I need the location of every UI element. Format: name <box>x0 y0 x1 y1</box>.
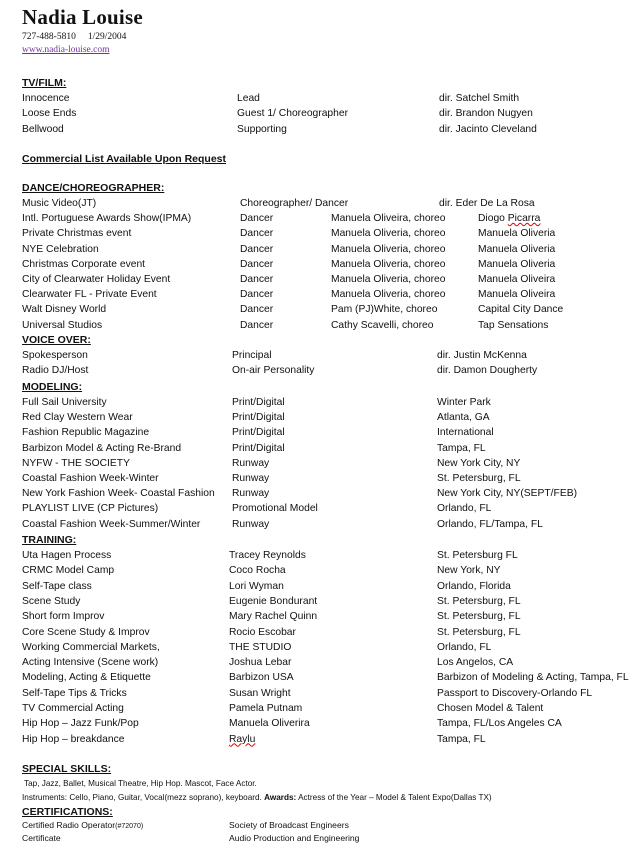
website-link[interactable]: www.nadia-louise.com <box>22 45 110 55</box>
dance-cell-4: dir. Eder De La Rosa <box>439 198 535 209</box>
training-cell-2: Tracey Reynolds <box>229 550 306 561</box>
modeling-cell-3: Atlanta, GA <box>437 412 490 424</box>
dance-row <box>0 318 643 333</box>
dance-cell-3: Pam (PJ)White, choreo <box>331 304 438 316</box>
training-row <box>0 655 643 670</box>
modeling-cell-1: NYFW - THE SOCIETY <box>22 457 130 469</box>
training-cell-1: Short form Improv <box>22 611 105 623</box>
training-cell-3: New York, NY <box>437 565 501 577</box>
modeling-row <box>0 395 643 410</box>
modeling-row <box>0 486 643 501</box>
training-cell-2: Eugenie Bondurant <box>229 595 318 607</box>
dance-cell-3: Manuela Oliveria, choreo <box>331 228 446 240</box>
tv-film-cell-3: dir. Jacinto Cleveland <box>439 123 537 135</box>
modeling-cell-3: Winter Park <box>437 397 491 408</box>
dance-row <box>0 226 643 241</box>
modeling-cell-1: Barbizon Model & Acting Re-Brand <box>22 442 182 454</box>
dance-cell-4: Diogo Picarra <box>478 213 541 225</box>
instruments-text: Instruments: Cello, Piano, Guitar, Vocal(mezz soprano), keyboard. <box>22 793 265 802</box>
training-cell-2: Lori Wyman <box>229 580 284 592</box>
instruments-awards-line <box>22 793 492 802</box>
dance-cell-1: Universal Studios <box>22 319 103 331</box>
certification-code: (#72070) <box>115 823 144 830</box>
training-cell-2: Manuela Oliverira <box>229 718 310 730</box>
training-cell-1: Self-Tape class <box>22 580 92 592</box>
training-cell-2: Raylu <box>229 733 256 745</box>
modeling-cell-2: Runway <box>232 457 270 469</box>
dance-cell-3: Manuela Oliveria, choreo <box>331 274 446 285</box>
modeling-cell-2: Promotional Model <box>232 503 318 515</box>
training-cell-3: Orlando, Florida <box>437 580 511 592</box>
training-cell-3: St. Petersburg, FL <box>437 595 521 607</box>
training-row <box>0 732 643 747</box>
dance-cell-2: Dancer <box>240 213 274 225</box>
modeling-row <box>0 425 643 440</box>
modeling-row <box>0 410 643 425</box>
voice-over-cell-2: On-air Personality <box>232 365 315 377</box>
modeling-cell-1: Full Sail University <box>22 397 107 408</box>
special-skills-heading: SPECIAL SKILLS: <box>22 763 112 775</box>
voice-over-row <box>0 363 643 378</box>
training-cell-2: Joshua Lebar <box>229 657 292 669</box>
dance-cell-1: Music Video(JT) <box>22 198 97 209</box>
dance-row <box>0 196 643 211</box>
tv-film-cell-2: Lead <box>237 93 260 104</box>
dance-cell-1: Clearwater FL - Private Event <box>22 289 157 301</box>
dance-cell-3: Manuela Oliveria, choreo <box>331 289 446 301</box>
modeling-heading: MODELING: <box>22 381 83 393</box>
dance-row <box>0 287 643 302</box>
training-cell-1: CRMC Model Camp <box>22 565 115 577</box>
training-row <box>0 563 643 578</box>
training-cell-3: Tampa, FL <box>437 733 486 745</box>
modeling-cell-2: Print/Digital <box>232 442 285 454</box>
training-row <box>0 640 643 655</box>
training-cell-3: St. Petersburg, FL <box>437 611 521 623</box>
modeling-cell-1: PLAYLIST LIVE (CP Pictures) <box>22 503 159 515</box>
phone-number: 727-488-5810 <box>22 32 76 42</box>
contact-line <box>22 32 126 42</box>
training-row <box>0 686 643 701</box>
training-row <box>0 625 643 640</box>
voice-over-row <box>0 348 643 363</box>
modeling-cell-2: Runway <box>232 488 270 500</box>
modeling-cell-1: Red Clay Western Wear <box>22 412 133 424</box>
resume-name: Nadia Louise <box>22 5 143 29</box>
dance-cell-4: Tap Sensations <box>478 319 549 331</box>
dance-cell-4: Manuela Oliveria <box>478 258 556 270</box>
date-of-birth: 1/29/2004 <box>87 32 127 42</box>
voice-over-cell-2: Principal <box>232 350 272 361</box>
awards-text: Actress of the Year – Model & Talent Expo(Dallas TX) <box>296 793 492 802</box>
dance-cell-4: Manuela Oliveria <box>478 228 556 240</box>
voice-over-cell-3: dir. Justin McKenna <box>437 350 527 361</box>
training-row <box>0 594 643 609</box>
modeling-cell-3: New York City, NY(SEPT/FEB) <box>437 488 577 500</box>
modeling-cell-1: Fashion Republic Magazine <box>22 427 150 439</box>
modeling-cell-3: Orlando, FL/Tampa, FL <box>437 518 543 530</box>
dance-cell-4: Manuela Oliveira <box>478 289 556 301</box>
training-row <box>0 701 643 716</box>
voice-over-heading: VOICE OVER: <box>22 334 91 346</box>
tv-film-cell-3: dir. Brandon Nugyen <box>439 108 533 120</box>
modeling-cell-2: Print/Digital <box>232 427 285 439</box>
modeling-cell-1: Coastal Fashion Week-Winter <box>22 473 159 484</box>
training-cell-1: Self-Tape Tips & Tricks <box>22 687 127 699</box>
modeling-cell-2: Runway <box>232 473 270 484</box>
training-cell-2: Susan Wright <box>229 687 291 699</box>
dance-cell-1: Walt Disney World <box>22 304 107 316</box>
dance-cell-2: Dancer <box>240 319 274 331</box>
dance-cell-2: Dancer <box>240 243 274 255</box>
tv-film-row <box>0 91 643 106</box>
commercial-note: Commercial List Available Upon Request <box>22 153 227 165</box>
dance-cell-2: Choreographer/ Dancer <box>240 198 349 209</box>
training-cell-2: Mary Rachel Quinn <box>229 611 318 623</box>
modeling-cell-2: Print/Digital <box>232 397 285 408</box>
modeling-row <box>0 471 643 486</box>
training-cell-3: St. Petersburg FL <box>437 550 518 561</box>
training-heading: TRAINING: <box>22 534 77 546</box>
training-cell-2: Barbizon USA <box>229 672 294 684</box>
modeling-cell-3: International <box>437 427 494 439</box>
voice-over-cell-3: dir. Damon Dougherty <box>437 365 538 377</box>
dance-heading: DANCE/CHOREOGRAPHER: <box>22 182 165 194</box>
training-cell-2: Rocio Escobar <box>229 626 296 638</box>
dance-row <box>0 272 643 287</box>
modeling-cell-3: Orlando, FL <box>437 503 492 515</box>
dance-cell-3: Manuela Oliveria, choreo <box>331 243 446 255</box>
skills-line: Tap, Jazz, Ballet, Musical Theatre, Hip Hop. Mascot, Face Actor. <box>24 779 257 788</box>
modeling-cell-3: St. Petersburg, FL <box>437 473 521 484</box>
dance-cell-3: Cathy Scavelli, choreo <box>331 319 434 331</box>
dance-cell-2: Dancer <box>240 228 274 240</box>
training-cell-3: Chosen Model & Talent <box>437 703 544 714</box>
tv-film-row <box>0 122 643 137</box>
dance-cell-2: Dancer <box>240 289 274 301</box>
training-row <box>0 579 643 594</box>
training-cell-1: Acting Intensive (Scene work) <box>22 657 159 669</box>
training-cell-1: Working Commercial Markets, <box>22 641 160 653</box>
voice-over-cell-1: Radio DJ/Host <box>22 365 89 377</box>
training-cell-3: Los Angelos, CA <box>437 657 514 669</box>
tv-film-cell-1: Bellwood <box>22 123 64 135</box>
training-cell-3: Passport to Discovery-Orlando FL <box>437 687 593 699</box>
training-row <box>0 548 643 563</box>
modeling-row <box>0 441 643 456</box>
voice-over-cell-1: Spokesperson <box>22 350 88 361</box>
dance-row <box>0 242 643 257</box>
tv-film-row <box>0 106 643 121</box>
certification-org: Audio Production and Engineering <box>229 833 360 843</box>
modeling-cell-1: Coastal Fashion Week-Summer/Winter <box>22 518 201 530</box>
training-row <box>0 670 643 685</box>
modeling-cell-3: Tampa, FL <box>437 442 486 454</box>
tv-film-cell-1: Innocence <box>22 93 70 104</box>
training-cell-1: Modeling, Acting & Etiquette <box>22 672 151 684</box>
dance-row <box>0 211 643 226</box>
modeling-row <box>0 517 643 532</box>
training-cell-2: Pamela Putnam <box>229 703 303 714</box>
dance-cell-1: Private Christmas event <box>22 228 132 240</box>
training-cell-1: Scene Study <box>22 595 81 607</box>
tv-film-cell-2: Supporting <box>237 123 287 135</box>
training-cell-2: THE STUDIO <box>229 641 292 653</box>
dance-cell-4: Capital City Dance <box>478 304 564 316</box>
dance-cell-4: Manuela Oliveira <box>478 274 556 285</box>
training-cell-2: Coco Rocha <box>229 565 286 577</box>
modeling-cell-3: New York City, NY <box>437 457 521 469</box>
training-cell-3: Tampa, FL/Los Angeles CA <box>437 718 562 730</box>
modeling-cell-2: Print/Digital <box>232 412 285 424</box>
tv-film-cell-3: dir. Satchel Smith <box>439 93 520 104</box>
tv-film-cell-1: Loose Ends <box>22 108 77 120</box>
training-cell-3: Orlando, FL <box>437 641 492 653</box>
training-cell-1: Hip Hop – Jazz Funk/Pop <box>22 718 139 730</box>
certification-org: Society of Broadcast Engineers <box>229 820 349 830</box>
training-cell-1: Core Scene Study & Improv <box>22 626 150 638</box>
certification-name: Certificate <box>22 833 61 843</box>
tv-film-cell-2: Guest 1/ Choreographer <box>237 108 349 120</box>
certification-name: Certified Radio Operator(#72070) <box>22 820 144 830</box>
dance-cell-1: NYE Celebration <box>22 243 99 255</box>
dance-cell-3: Manuela Oliveria, choreo <box>331 258 446 270</box>
dance-cell-1: City of Clearwater Holiday Event <box>22 274 171 285</box>
dance-cell-3: Manuela Oliveira, choreo <box>331 213 446 225</box>
dance-cell-1: Christmas Corporate event <box>22 258 146 270</box>
dance-row <box>0 257 643 272</box>
training-row <box>0 716 643 731</box>
training-cell-1: TV Commercial Acting <box>22 703 124 714</box>
modeling-cell-1: New York Fashion Week- Coastal Fashion <box>22 488 215 500</box>
dance-cell-2: Dancer <box>240 274 274 285</box>
training-cell-3: Barbizon of Modeling & Acting, Tampa, FL <box>437 672 629 684</box>
training-cell-1: Hip Hop – breakdance <box>22 733 125 745</box>
dance-cell-2: Dancer <box>240 304 274 316</box>
modeling-row <box>0 456 643 471</box>
tv-film-heading: TV/FILM: <box>22 77 67 89</box>
dance-cell-2: Dancer <box>240 258 274 270</box>
dance-cell-1: Intl. Portuguese Awards Show(IPMA) <box>22 213 192 225</box>
modeling-cell-2: Runway <box>232 518 270 530</box>
training-row <box>0 609 643 624</box>
dance-cell-4: Manuela Oliveria <box>478 243 556 255</box>
awards-label: Awards: <box>264 793 297 802</box>
dance-row <box>0 302 643 317</box>
training-cell-1: Uta Hagen Process <box>22 550 112 561</box>
certifications-heading: CERTIFICATIONS: <box>22 806 113 818</box>
training-cell-3: St. Petersburg, FL <box>437 626 521 638</box>
modeling-row <box>0 501 643 516</box>
